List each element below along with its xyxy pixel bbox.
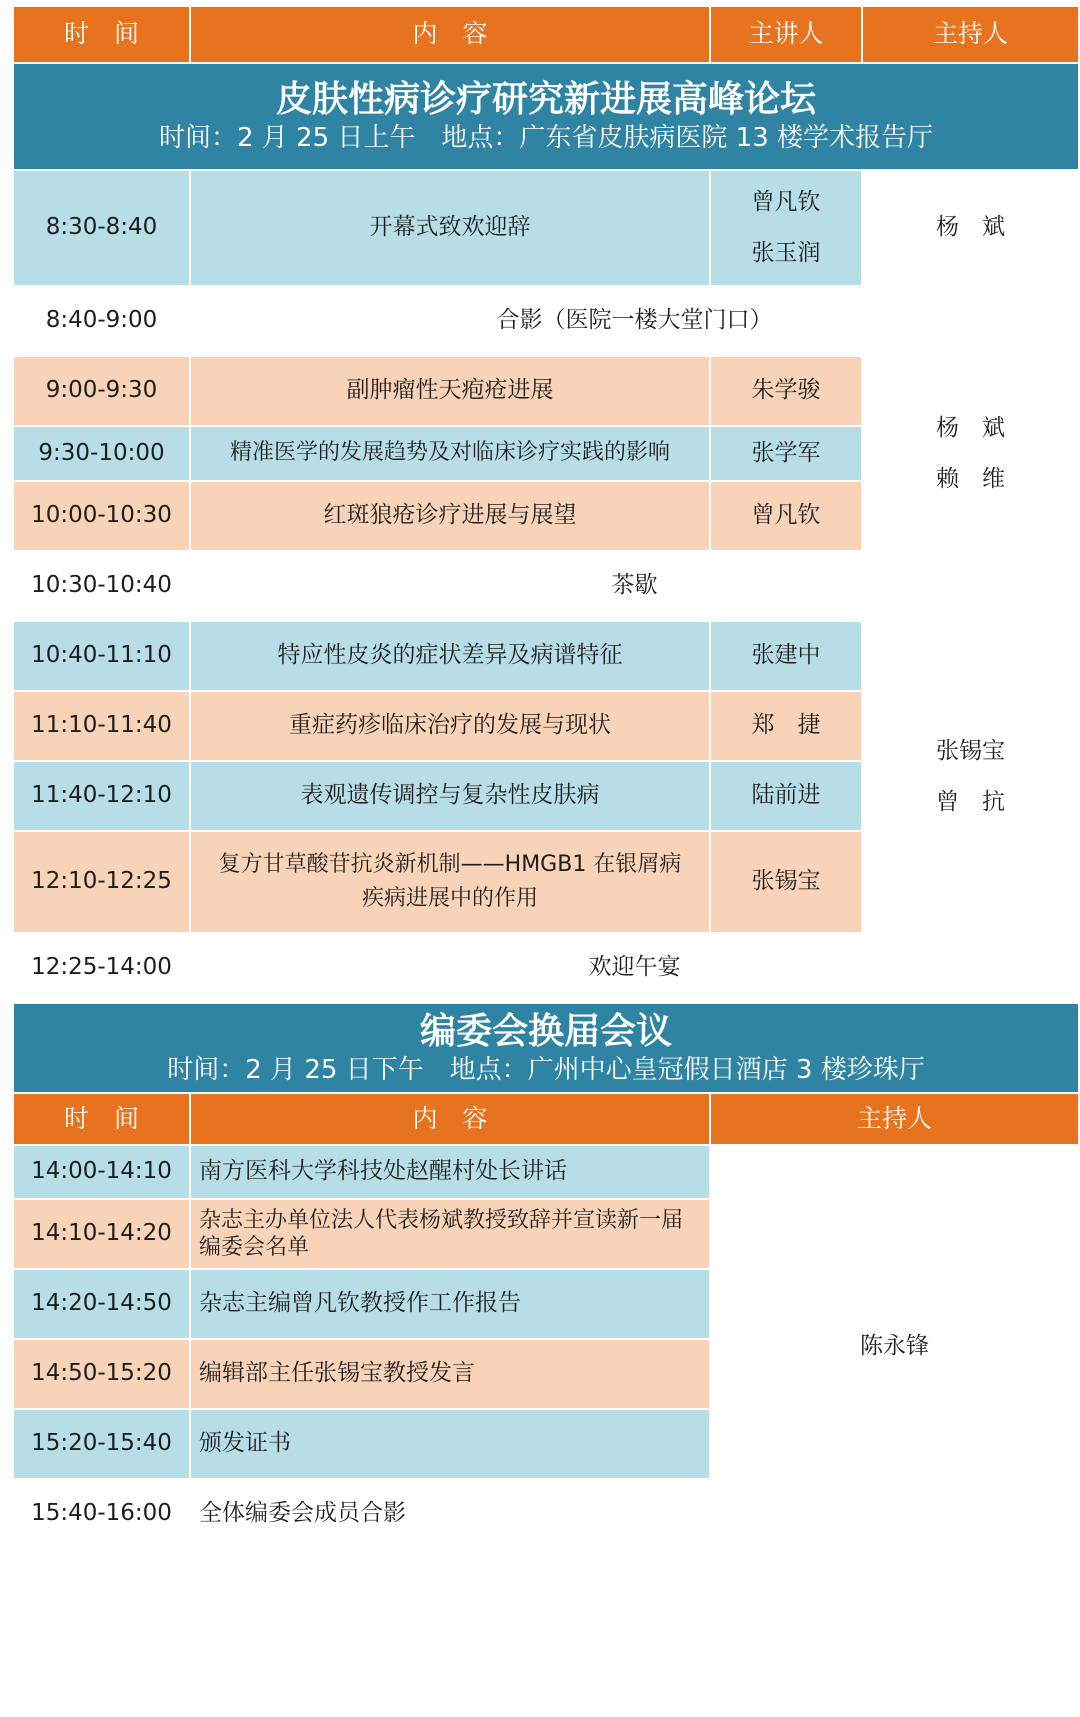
row-time: 12:25-14:00 [14,934,189,1002]
row-time: 8:40-9:00 [14,287,189,355]
row-time: 14:50-15:20 [14,1340,189,1408]
table-row [14,552,1078,620]
table-row [14,357,1078,425]
row-speaker: 陆前进 [711,762,861,830]
host-cell [863,622,1078,932]
header-time: 时 间 [14,7,189,62]
schedule-table [12,5,1080,1550]
row-speaker: 曾凡钦 [711,482,861,550]
host-cell: 杨 斌 [863,171,1078,285]
row-speaker [711,171,861,285]
meeting-title: 编委会换届会议 [420,1010,673,1052]
row-content: 重症药疹临床治疗的发展与现状 [191,692,709,760]
host-name: 赖 维 [936,465,1005,492]
host-name: 杨 斌 [936,414,1005,441]
row-content [191,1200,709,1268]
row-content: 颁发证书 [191,1410,709,1478]
row-speaker: 郑 捷 [711,692,861,760]
row-speaker: 朱学骏 [711,357,861,425]
host-name: 张锡宝 [936,738,1005,765]
row-time: 10:30-10:40 [14,552,189,620]
meeting-host-cell: 陈永锋 [711,1146,1078,1548]
row-time: 15:40-16:00 [14,1480,189,1548]
meeting-header-content: 内 容 [191,1094,709,1144]
header-row [14,7,1078,62]
table-row [14,171,1078,285]
content-line: 编委会名单 [199,1235,310,1260]
row-content: 精准医学的发展趋势及对临床诊疗实践的影响 [191,427,709,480]
table-row [14,934,1078,1002]
meeting-header-host: 主持人 [711,1094,1078,1144]
host-name: 曾 抗 [936,789,1005,815]
host-cell [863,357,1078,550]
row-time: 10:00-10:30 [14,482,189,550]
row-content [191,832,709,932]
header-host: 主持人 [863,7,1078,62]
row-time: 11:10-11:40 [14,692,189,760]
row-content: 特应性皮炎的症状差异及病谱特征 [191,622,709,690]
row-content: 红斑狼疮诊疗进展与展望 [191,482,709,550]
row-content: 开幕式致欢迎辞 [191,171,709,285]
speaker-name: 张玉润 [751,240,821,266]
row-time: 14:00-14:10 [14,1146,189,1198]
meeting-banner-row [14,1004,1078,1092]
forum-title: 皮肤性病诊疗研究新进展高峰论坛 [276,79,817,121]
row-time: 14:20-14:50 [14,1270,189,1338]
table-row [14,287,1078,355]
row-time: 8:30-8:40 [14,171,189,285]
row-content: 杂志主编曾凡钦教授作工作报告 [191,1270,709,1338]
meeting-header-row [14,1094,1078,1144]
header-content: 内 容 [191,7,709,62]
row-time: 14:10-14:20 [14,1200,189,1268]
speaker-name: 曾凡钦 [751,189,821,216]
header-speaker: 主讲人 [711,7,861,62]
row-time: 12:10-12:25 [14,832,189,932]
row-time: 9:30-10:00 [14,427,189,480]
row-speaker: 张学军 [711,427,861,480]
meeting-subtitle: 时间：2 月 25 日下午 地点：广州中心皇冠假日酒店 3 楼珍珠厅 [167,1054,925,1085]
forum-banner [14,64,1078,169]
meeting-header-time: 时 间 [14,1094,189,1144]
forum-banner-row [14,64,1078,169]
row-content: 全体编委会成员合影 [191,1480,709,1548]
row-content: 合影（医院一楼大堂门口） [191,287,1078,355]
content-line: 杂志主办单位法人代表杨斌教授致辞并宣读新一届 [199,1207,684,1233]
row-time: 11:40-12:10 [14,762,189,830]
table-row [14,1146,1078,1198]
content-line: 复方甘草酸苷抗炎新机制——HMGB1 在银屑病 [218,851,682,877]
row-time: 10:40-11:10 [14,622,189,690]
table-row [14,622,1078,690]
row-speaker: 张建中 [711,622,861,690]
row-content: 欢迎午宴 [191,934,1078,1002]
row-content: 表观遗传调控与复杂性皮肤病 [191,762,709,830]
row-content: 副肿瘤性天疱疮进展 [191,357,709,425]
row-speaker: 张锡宝 [711,832,861,932]
meeting-banner [14,1004,1078,1092]
row-time: 9:00-9:30 [14,357,189,425]
row-content: 南方医科大学科技处赵醒村处长讲话 [191,1146,709,1198]
forum-subtitle: 时间：2 月 25 日上午 地点：广东省皮肤病医院 13 楼学术报告厅 [158,123,934,154]
content-line: 疾病进展中的作用 [361,886,538,911]
row-content: 茶歇 [191,552,1078,620]
row-content: 编辑部主任张锡宝教授发言 [191,1340,709,1408]
row-time: 15:20-15:40 [14,1410,189,1478]
